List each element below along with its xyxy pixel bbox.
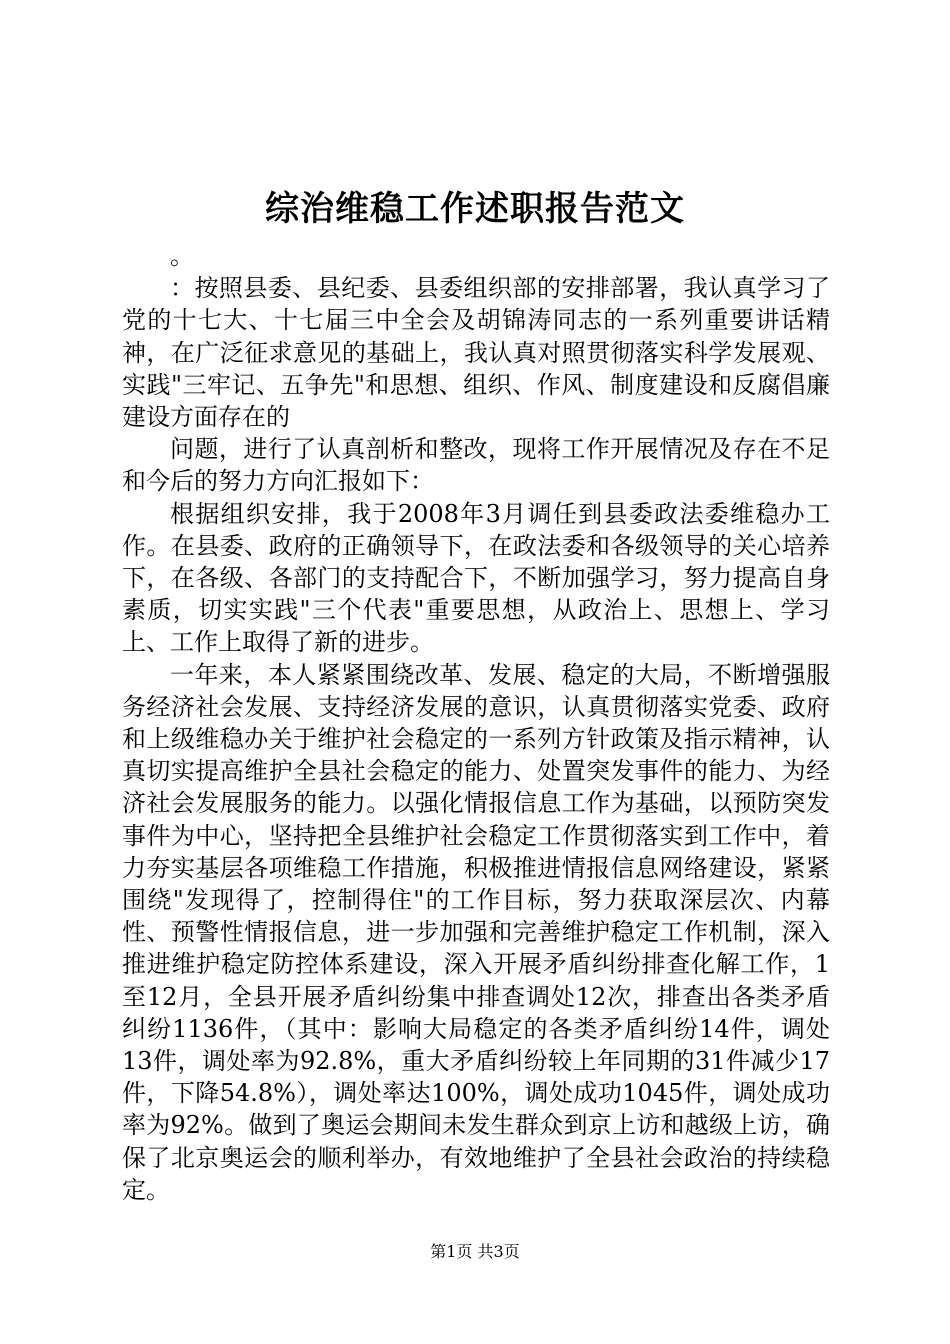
paragraph-2: ：按照县委、县纪委、县委组织部的安排部署，我认真学习了党的十七大、十七届三中全会及胡锦涛同志的一系列重要讲话精神，在广泛征求意见的基础上，我认真对照贯彻落实科学发展观、实践"三牢记、五争先"和思想、组织、作风、制度建设和反腐倡廉建设方面存在的 bbox=[122, 274, 830, 432]
paragraph-1: 。 bbox=[170, 242, 194, 270]
page-footer: 第1页 共3页 bbox=[430, 1242, 520, 1261]
document-body bbox=[122, 240, 830, 1206]
paragraph-4: 根据组织安排，我于2008年3月调任到县委政法委维稳办工作。在县委、政府的正确领导下，在政法委和各级领导的关心培养下，在各级、各部门的支持配合下，不断加强学习，努力提高自身素质，切实实践"三个代表"重要思想，从政治上、思想上、学习上、工作上取得了新的进步。 bbox=[122, 499, 830, 657]
document-title: 综治维稳工作述职报告范文 bbox=[265, 189, 685, 229]
paragraph-3: 问题，进行了认真剖析和整改，现将工作开展情况及存在不足和今后的努力方向汇报如下： bbox=[122, 435, 830, 496]
paragraph-5: 一年来，本人紧紧围绕改革、发展、稳定的大局，不断增强服务经济社会发展、支持经济发展的意识，认真贯彻落实党委、政府和上级维稳办关于维护社会稳定的一系列方针政策及指示精神，认真切实提高维护全县社会稳定的能力、处置突发事件的能力、为经济社会发展服务的能力。以强化情报信息工作为基础，以预防突发事件为中心，坚持把全县维护社会稳定工作贯彻落实到工作中，着力夯实基层各项维稳工作措施，积极推进情报信息网络建设，紧紧围绕"发现得了，控制得住"的工作目标，努力获取深层次、内幕性、预警性情报信息，进一步加强和完善维护稳定工作机制，深入推进维护稳定防控体系建设，深入开展矛盾纠纷排查化解工作，1至12月，全县开展矛盾纠纷集中排查调处12次，排查出各类矛盾纠纷1136件，（其中：影响大局稳定的各类矛盾纠纷14件，调处13件，调处率为92.8%，重大矛盾纠纷较上年同期的31件减少17件，下降54.8%），调处率达100%，调处成功1045件，调处成功率为92%。做到了奥运会期间未发生群众到京上访和越级上访，确保了北京奥运会的顺利举办，有效地维护了全县社会政治的持续稳定。 bbox=[122, 660, 830, 1204]
